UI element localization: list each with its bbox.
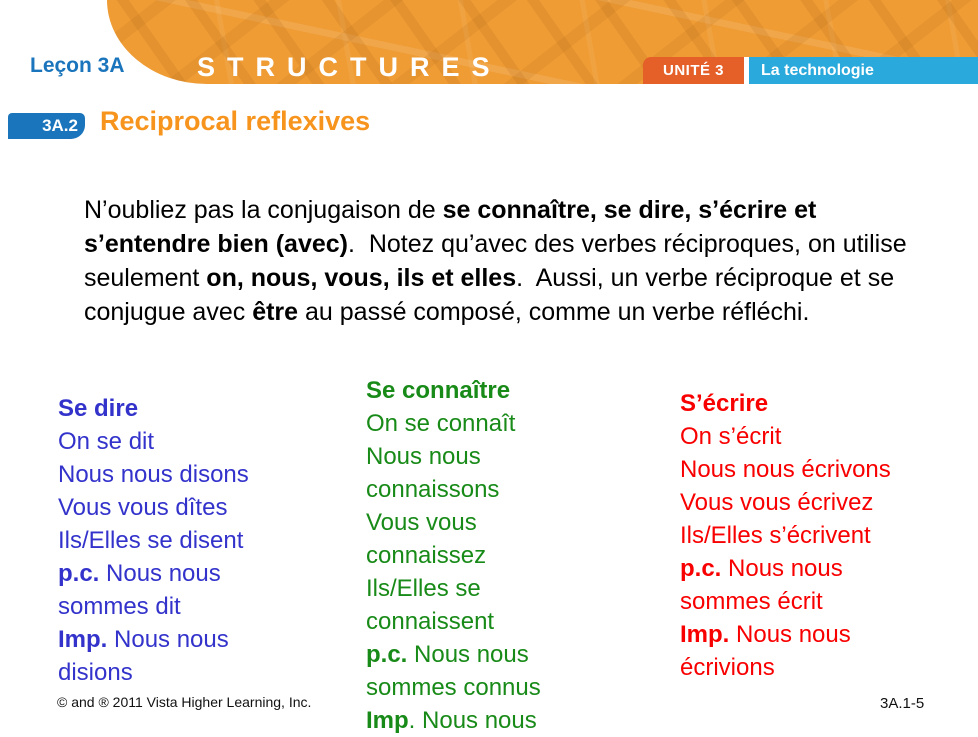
section-number-badge: 3A.2 — [8, 113, 85, 139]
text-line: connaissons — [366, 476, 500, 503]
text-line: connaissent — [366, 608, 495, 635]
text-line: Vous vous écrivez — [680, 489, 874, 516]
text-line: Nous nous écrivons — [680, 456, 891, 483]
text-line: seulement on, nous, vous, ils et elles. Aussi, un verbe réciproque et se — [84, 264, 895, 292]
text-line: Vous vous dîtes — [58, 494, 228, 521]
text-line: N’oubliez pas la conjugaison de se connaître, se dire, s’écrire et — [84, 196, 817, 224]
text-line: On s’écrit — [680, 423, 782, 450]
text-line: Nous nous disons — [58, 461, 249, 488]
text-line: On se connaît — [366, 410, 516, 437]
text-line: S’écrire — [680, 390, 769, 417]
section-title: Reciprocal reflexives — [100, 106, 371, 136]
text-line: sommes écrit — [680, 588, 823, 615]
text-line: Nous nous — [366, 443, 481, 470]
text-line: p.c. Nous nous — [58, 560, 221, 587]
text-line: sommes connus — [366, 674, 541, 701]
column-se-dire — [58, 392, 249, 689]
text-line: Se dire — [58, 395, 139, 422]
text-line: disions — [58, 659, 133, 686]
text-line: Ils/Elles s’écrivent — [680, 522, 871, 549]
column-se-connaitre — [366, 374, 541, 737]
footer-page-number: 3A.1-5 — [880, 695, 925, 712]
text-line: conjugue avec être au passé composé, comme un verbe réfléchi. — [84, 298, 810, 326]
text-line: On se dit — [58, 428, 155, 455]
text-line: Ils/Elles se disent — [58, 527, 244, 554]
unit-badge: UNITÉ 3 — [643, 57, 744, 84]
text-line: s’entendre bien (avec). Notez qu’avec des verbes réciproques, on utilise — [84, 230, 907, 258]
text-line: Imp. Nous nous — [366, 707, 537, 734]
text-line: sommes dit — [58, 593, 181, 620]
banner-title: STRUCTURES — [197, 52, 502, 82]
text-line: Ils/Elles se — [366, 575, 481, 602]
text-line: p.c. Nous nous — [366, 641, 529, 668]
lesson-label: Leçon 3A — [30, 54, 125, 77]
text-line: Imp. Nous nous — [680, 621, 851, 648]
text-line: connaissez — [366, 542, 487, 569]
footer-copyright: © and ® 2011 Vista Higher Learning, Inc. — [57, 694, 312, 710]
unit-topic-bar: La technologie — [749, 57, 978, 84]
intro-paragraph — [84, 193, 907, 329]
text-line: écrivions — [680, 654, 775, 681]
text-line: p.c. Nous nous — [680, 555, 843, 582]
column-s-ecrire — [680, 387, 891, 684]
text-line: Se connaître — [366, 377, 511, 404]
text-line: Imp. Nous nous — [58, 626, 229, 653]
text-line: Vous vous — [366, 509, 477, 536]
